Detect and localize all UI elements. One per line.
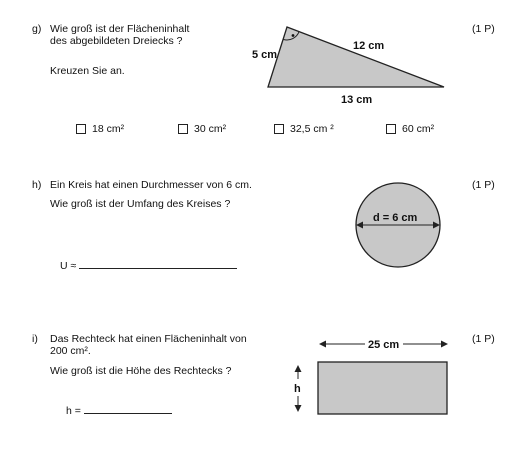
triangle-side-left-label: 5 cm bbox=[252, 49, 278, 61]
circumference-answer bbox=[60, 258, 237, 272]
option-label-4: 60 cm² bbox=[402, 123, 435, 135]
width-arrow-left bbox=[319, 341, 326, 348]
task-g-instruction: Kreuzen Sie an. bbox=[50, 65, 125, 77]
triangle-side-bottom-label: 13 cm bbox=[341, 94, 373, 106]
option-label-1: 18 cm² bbox=[92, 123, 125, 135]
height-answer-field[interactable] bbox=[84, 403, 172, 414]
task-g-points: (1 P) bbox=[472, 23, 495, 35]
circle-figure bbox=[350, 180, 450, 280]
option-label-2: 30 cm² bbox=[194, 123, 227, 135]
task-g-question-line2: des abgebildeten Dreiecks ? bbox=[50, 35, 183, 47]
task-h-question-line1: Ein Kreis hat einen Durchmesser von 6 cm. bbox=[50, 179, 252, 191]
width-arrow-right bbox=[441, 341, 448, 348]
task-i-question-line3: Wie groß ist die Höhe des Rechtecks ? bbox=[50, 365, 232, 377]
task-i-points: (1 P) bbox=[472, 333, 495, 345]
diameter-label: d = 6 cm bbox=[373, 212, 418, 224]
task-g-label: g) bbox=[32, 23, 42, 35]
circumference-answer-field[interactable] bbox=[79, 258, 237, 269]
rectangle-figure bbox=[285, 330, 455, 425]
task-g-question-line1: Wie groß ist der Flächeninhalt bbox=[50, 23, 190, 35]
option-label-3: 32,5 cm ² bbox=[290, 123, 334, 135]
triangle-shape bbox=[268, 27, 444, 87]
height-label: h bbox=[294, 383, 301, 395]
option-checkbox-2[interactable] bbox=[178, 124, 188, 134]
rectangle-shape bbox=[318, 362, 447, 414]
option-checkbox-3[interactable] bbox=[274, 124, 284, 134]
height-arrow-bottom bbox=[295, 405, 302, 412]
task-h-points: (1 P) bbox=[472, 179, 495, 191]
triangle-figure bbox=[0, 0, 520, 130]
task-i-question-line2: 200 cm². bbox=[50, 345, 91, 357]
task-h-question-line2: Wie groß ist der Umfang des Kreises ? bbox=[50, 198, 231, 210]
task-i-label: i) bbox=[32, 333, 38, 345]
option-checkbox-1[interactable] bbox=[76, 124, 86, 134]
height-answer-label: h = bbox=[66, 405, 81, 417]
width-label: 25 cm bbox=[368, 339, 400, 351]
right-angle-dot bbox=[292, 34, 295, 37]
triangle-side-top-label: 12 cm bbox=[353, 40, 385, 52]
circumference-answer-label: U ≈ bbox=[60, 260, 77, 272]
task-i-question-line1: Das Rechteck hat einen Flächeninhalt von bbox=[50, 333, 247, 345]
option-checkbox-4[interactable] bbox=[386, 124, 396, 134]
task-h-label: h) bbox=[32, 179, 42, 191]
height-arrow-top bbox=[295, 365, 302, 372]
height-answer bbox=[66, 403, 172, 417]
